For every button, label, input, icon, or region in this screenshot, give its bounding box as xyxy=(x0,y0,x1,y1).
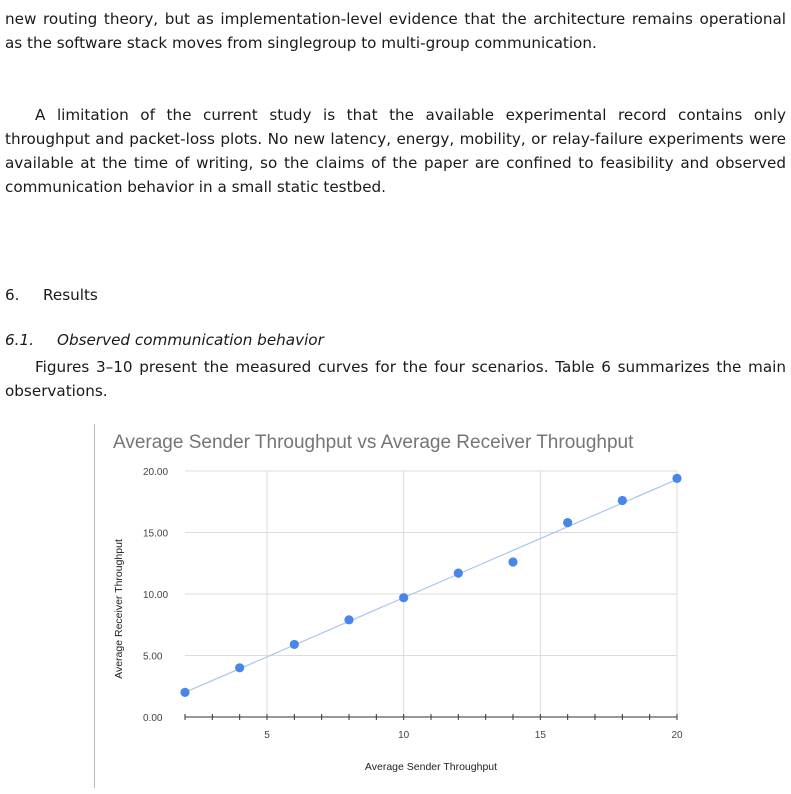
paragraph-continuation: new routing theory, but as implementation-level evidence that the architecture remains operational as the software stack moves from singlegroup to multi-group communication. xyxy=(5,10,786,52)
paragraph-limitation xyxy=(5,103,786,199)
scatter-chart xyxy=(94,424,694,794)
y-tick-label: 20.00 xyxy=(143,467,169,478)
data-point xyxy=(672,474,681,483)
scatter-chart-figure xyxy=(94,424,694,794)
x-tick-label: 20 xyxy=(671,730,683,741)
data-point xyxy=(618,496,627,505)
data-point xyxy=(508,557,517,566)
y-tick-label: 0.00 xyxy=(143,713,163,724)
data-point xyxy=(454,568,463,577)
subsection-number: 6.1. xyxy=(5,331,34,349)
data-point xyxy=(290,640,299,649)
x-tick-label: 5 xyxy=(264,730,270,741)
x-tick-label: 15 xyxy=(534,730,546,741)
chart-title: Average Sender Throughput vs Average Receiver Throughput xyxy=(113,432,634,453)
trendline xyxy=(185,479,677,692)
x-axis-label: Average Sender Throughput xyxy=(364,761,498,773)
y-tick-label: 15.00 xyxy=(143,528,169,540)
y-axis-label: Average Receiver Throughput xyxy=(113,539,125,679)
section-number: 6. xyxy=(5,286,20,304)
subsection-heading xyxy=(5,328,324,352)
chart-trendline xyxy=(185,479,677,692)
chart-tick-labels xyxy=(143,467,683,741)
y-tick-label: 10.00 xyxy=(143,590,169,601)
paragraph-limitation-text: A limitation of the current study is that the available experimental record contains only throughput and packet-loss plots. No new latency, energy, mobility, or relay-failure experiments were available at the time of writing, so the claims of the paper are confined to feasibility and observed communication behavior in a small static testbed. xyxy=(5,106,786,196)
section-title: Results xyxy=(43,286,98,304)
paragraph-figures-intro-text: Figures 3–10 present the measured curves for the four scenarios. Table 6 summarizes the main observations. xyxy=(5,358,786,400)
paragraph-figures-intro xyxy=(5,355,786,403)
chart-axes xyxy=(185,714,677,720)
data-point xyxy=(563,518,572,527)
x-tick-label: 10 xyxy=(398,730,410,741)
data-point xyxy=(399,593,408,602)
chart-gridlines xyxy=(185,471,677,717)
data-point xyxy=(180,688,189,697)
data-point xyxy=(235,663,244,672)
subsection-title: Observed communication behavior xyxy=(57,331,324,349)
y-tick-label: 5.00 xyxy=(143,651,163,663)
data-point xyxy=(344,615,353,624)
section-heading xyxy=(5,283,98,307)
